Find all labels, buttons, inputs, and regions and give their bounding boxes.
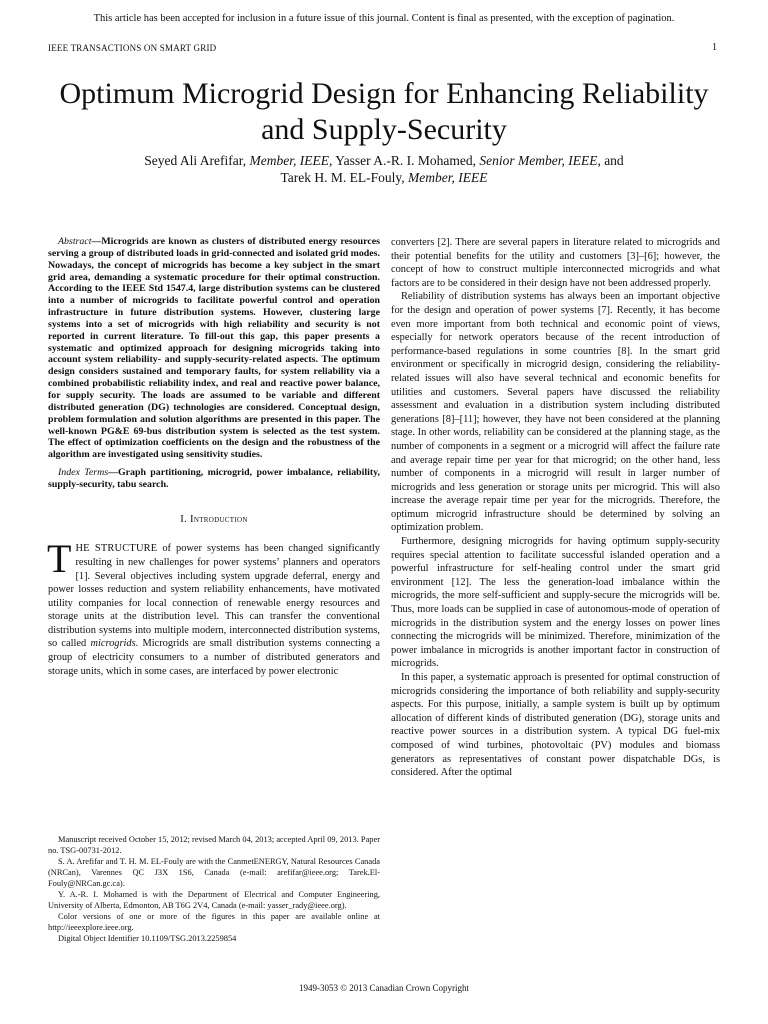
footnotes xyxy=(48,834,380,944)
index-terms-lead: Index Terms xyxy=(58,467,109,479)
right-paragraph-1: converters [2]. There are several papers in literature related to microgrids and their potential benefits for the utility and customers [3]–[6]; however, the concept of how to construct multiple interconnected microgrids and what factors are to be considered in their design have not been addressed properly. xyxy=(391,237,720,289)
intro-text-2: . Microgrids are small distribution systems connecting a group of electricity consumers to a number of distributed generators and storage units, which in some cases, are interfaced by power electronic xyxy=(48,638,380,677)
abstract xyxy=(48,236,380,461)
right-paragraph-3: Furthermore, designing microgrids for having optimum supply-security requires special attention to facilitate successful islanded operation and a powerful infrastructure for self-healing control under the smart grid environment [12]. The less the generation-load imbalance within the microgrids, the more self-sufficient and supply-secure the microgrids will be. Thus, more loads can be supplied in case of autonomous-mode of operation of microgrids in the distribution system and the energy losses on power lines connecting the microgrids will be minimized. Therefore, minimization of the power imbalance in microgrids is another important factor in construction of microgrids. xyxy=(391,536,720,670)
right-paragraph-4: In this paper, a systematic approach is presented for optimal construction of microgrids considering the importance of both reliability and supply-security aspects. For this purpose, initially, a sample system is built up by optimum allocation of different kinds of distributed generation (DG), storage units and reactive power sources in a distribution system. A typical DG fuel-mix composed of wind turbines, photovoltaic (PV) modules and biomass generators as representatives of constant power dispatchable DGs, is considered. After the optimal xyxy=(391,672,720,779)
author-line-1 xyxy=(30,152,738,169)
right-column xyxy=(391,236,720,780)
journal-name: IEEE TRANSACTIONS ON SMART GRID xyxy=(48,43,217,53)
intro-text-1: of power systems has been changed significantly resulting in new challenges for power systems’ planners and operators [1]. Several objectives including system upgrade deferral, energy and power losses reduction and system reliability enhancements, have motivated utility companies for local connection of renewable energy resources and storage units at the distribution level. This can transfer the conventional distribution systems into multiple modern, interconnected distribution systems, so called xyxy=(48,543,380,650)
index-terms xyxy=(48,467,380,491)
page-number: 1 xyxy=(712,42,717,53)
author-2-role: Senior Member, IEEE xyxy=(479,153,598,168)
section-heading-introduction xyxy=(48,513,380,527)
acceptance-notice: This article has been accepted for inclusion in a future issue of this journal. Content is final as presented, with the exception of pagination. xyxy=(93,13,675,24)
author-4-name: Tarek H. M. EL-Fouly, xyxy=(280,170,409,185)
footnote-affiliation-1: S. A. Arefifar and T. H. M. EL-Fouly are with the CanmetENERGY, Natural Resources Canada (NRCan), Varennes QC J3X 1S6, Canada (e-mail: arefifar@ieee.org; Tarek.El-Fouly@NRCan.gc.ca). xyxy=(48,857,380,888)
left-column xyxy=(48,236,380,678)
footnote-manuscript: Manuscript received October 15, 2012; revised March 04, 2013; accepted April 09, 2013. Paper no. TSG-00731-2012. xyxy=(48,835,380,855)
footnote-color: Color versions of one or more of the figures in this paper are available online at http://ieeexplore.ieee.org. xyxy=(48,912,380,932)
author-2-name: , Yasser A.-R. I. Mohamed, xyxy=(328,153,480,168)
author-line-2 xyxy=(30,169,738,186)
author-1-role: Member, IEEE xyxy=(249,153,329,168)
paper-title xyxy=(30,76,738,148)
abstract-text: —Microgrids are known as clusters of distributed energy resources serving a group of distributed loads in grid-connected and isolated grid modes. Nowadays, the concept of microgrids has become a key subject in the smart grid area, demanding a systematic procedure for their optimal construction. According to the IEEE Std 1547.4, large distribution systems can be clustered into a number of microgrids to facilitate powerful control and operation infrastructure in future distribution systems. However, clustering large systems into a set of microgrids with high reliability and security is not reported in current literature. To fill-out this gap, this paper presents a systematic and optimized approach for designing microgrids taking into account system reliability- and supply-security-related aspects. The optimum design considers sustained and temporary faults, for system reliability via a combined probabilistic reliability index, and real and reactive power balance, for supply security. The loads are assumed to be variable and different distributed generation (DG) technologies are considered. Conceptual design, problem formulation and solution algorithms are presented in this paper. The well-known PG&E 69-bus distribution system is selected as the test system. The effect of optimization coefficients on the design and the robustness of the algorithm are investigated using sensitivity studies. xyxy=(48,236,380,461)
index-terms-text: —Graph partitioning, microgrid, power imbalance, reliability, supply-security, tabu search. xyxy=(48,467,381,490)
section-numeral: I. xyxy=(180,513,191,525)
author-3-connector: , and xyxy=(597,153,624,168)
title-line-1: Optimum Microgrid Design for Enhancing Reliability xyxy=(59,77,709,110)
intro-paragraph xyxy=(47,536,380,678)
section-title: Introduction xyxy=(190,513,248,525)
title-line-2: and Supply-Security xyxy=(261,113,507,146)
intro-caps: HE STRUCTURE xyxy=(75,543,158,555)
copyright-line: 1949-3053 © 2013 Canadian Crown Copyright xyxy=(298,983,470,993)
footnote-doi: Digital Object Identifier 10.1109/TSG.2013.2259854 xyxy=(58,934,237,943)
abstract-lead: Abstract xyxy=(58,236,92,247)
author-1-name: Seyed Ali Arefifar, xyxy=(144,153,250,168)
author-list xyxy=(30,152,738,186)
author-4-role: Member, IEEE xyxy=(408,170,488,185)
intro-italic-term: microgrids xyxy=(90,638,136,650)
footnote-affiliation-2: Y. A.-R. I. Mohamed is with the Department of Electrical and Computer Engineering, University of Alberta, Edmonton, AB T6G 2V4, Canada (e-mail: yasser_rady@ieee.org). xyxy=(48,890,380,910)
right-paragraph-2: Reliability of distribution systems has always been an important objective for the design and operation of power systems [7]. Recently, it has become even more important from both technical and economic point of views, especially for network operators because of the recent introduction of performance-based regulations in some countries [8]. In the smart grid environment or specifically in microgrid design, considering the reliability-related issues will also have several technical and economic benefits for utilities and customers. Several papers have discussed the reliability assessment and evaluation in a distribution system including distributed generations [8]–[11]; however, they have not been considered at the planning stage. In other words, reliability can be considered at the planning stage, as the number of components in a segment or a microgrid will affect the failure rate and average repair time per year for that microgrid; on the other hand, less number of components in a microgrid will result in larger number of microgrids and less generation or storage units per microgrid. This will also increase the average repair time per year for the microgrids. Therefore, the optimum microgrid infrastructure should be determined by solving an optimization problem. xyxy=(391,291,720,534)
drop-cap: T xyxy=(47,536,72,582)
